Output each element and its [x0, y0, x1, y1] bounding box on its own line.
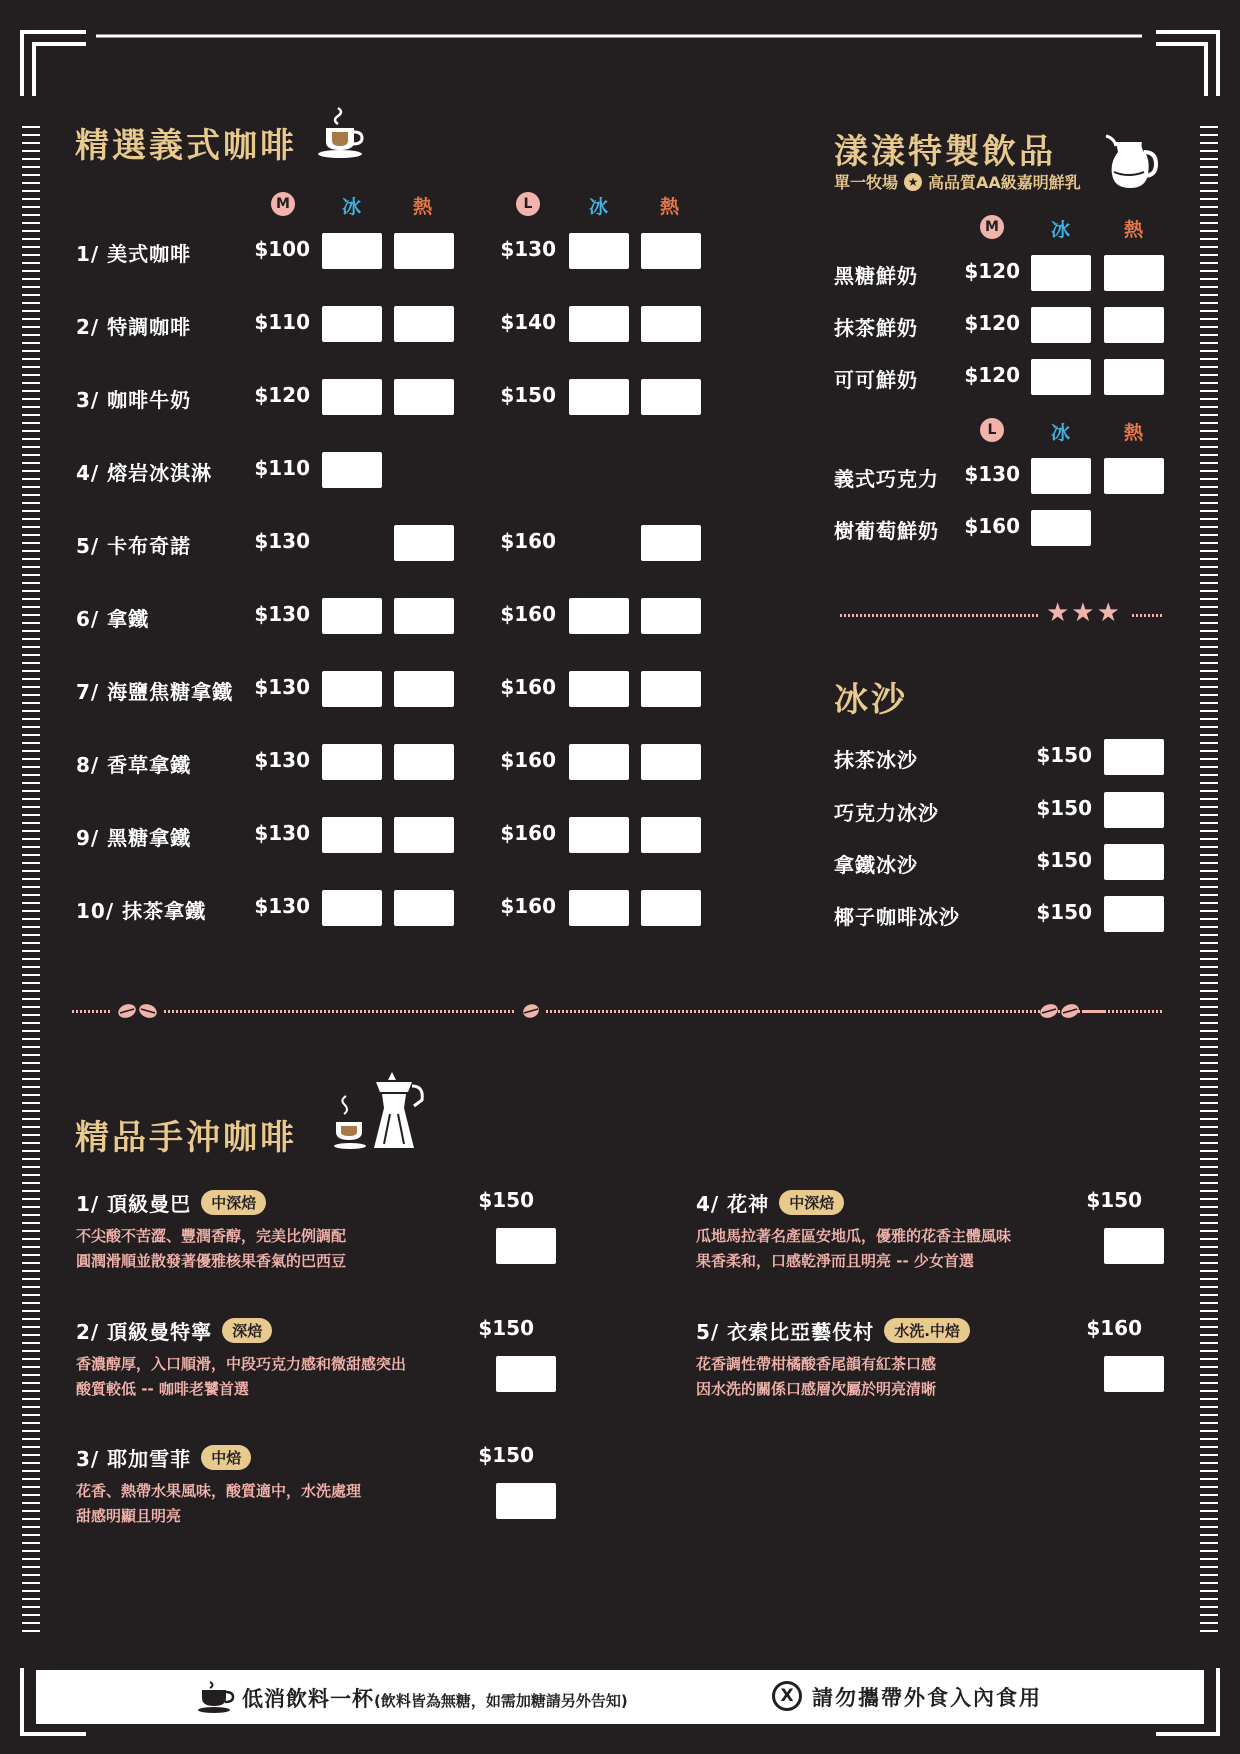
espresso-item-name: 5/ 卡布奇諾: [76, 534, 192, 558]
pourover-item-description-2: 酸質較低 -- 咖啡老饕首選: [76, 1380, 249, 1398]
espresso-l-price: $160: [500, 821, 556, 845]
frappe-item-name: 抹茶冰沙: [834, 748, 918, 772]
roast-level-badge: 中深焙: [779, 1190, 844, 1215]
pourover-item-price: $160: [1086, 1316, 1142, 1340]
espresso-item-name: 10/ 抹茶拿鐵: [76, 899, 207, 923]
espresso-m-hot-checkbox[interactable]: [394, 744, 454, 780]
special-ice-checkbox[interactable]: [1031, 359, 1091, 395]
milk-pitcher-icon: [1100, 132, 1162, 194]
pourover-item-price: $150: [478, 1443, 534, 1467]
espresso-l-price: $160: [500, 529, 556, 553]
special-l-hot-header: 熱: [1124, 422, 1144, 444]
espresso-m-ice-header: 冰: [342, 196, 362, 218]
star-divider-icon: ★★★: [1046, 598, 1122, 628]
pourover-item-name: 1/ 頂級曼巴: [76, 1192, 192, 1216]
espresso-m-ice-checkbox[interactable]: [322, 890, 382, 926]
special-m-ice-header: 冰: [1051, 219, 1071, 241]
special-subtitle-farm: 單一牧場: [834, 173, 899, 192]
espresso-item-name: 7/ 海鹽焦糖拿鐵: [76, 680, 234, 704]
espresso-item-name: 9/ 黑糖拿鐵: [76, 826, 192, 850]
special-hot-checkbox[interactable]: [1104, 255, 1164, 291]
espresso-m-hot-checkbox[interactable]: [394, 379, 454, 415]
espresso-l-hot-checkbox[interactable]: [641, 744, 701, 780]
frappe-item-name: 椰子咖啡冰沙: [834, 905, 960, 929]
espresso-m-ice-checkbox[interactable]: [322, 306, 382, 342]
pourover-item-description-1: 瓜地馬拉著名產區安地瓜，優雅的花香主體風味: [696, 1227, 1012, 1245]
pourover-item-header: [76, 1443, 251, 1472]
special-ice-checkbox[interactable]: [1031, 255, 1091, 291]
frappe-item-price: $150: [1036, 848, 1092, 872]
frappe-checkbox[interactable]: [1104, 792, 1164, 828]
espresso-m-ice-checkbox[interactable]: [322, 671, 382, 707]
pourover-item-header: [76, 1316, 272, 1345]
coffee-cup-footer-icon: [198, 1680, 236, 1714]
roast-level-badge: 深焙: [222, 1318, 272, 1343]
special-size-l-header: L: [980, 418, 1004, 442]
espresso-l-price: $140: [500, 310, 556, 334]
moka-pot-icon: [334, 1068, 426, 1152]
espresso-m-ice-checkbox[interactable]: [322, 744, 382, 780]
pourover-item-description-1: 花香調性帶柑橘酸香尾韻有紅茶口感: [696, 1355, 937, 1373]
espresso-m-price: $130: [254, 675, 310, 699]
espresso-l-ice-checkbox[interactable]: [569, 379, 629, 415]
special-hot-checkbox[interactable]: [1104, 307, 1164, 343]
pourover-checkbox[interactable]: [496, 1228, 556, 1264]
pourover-item-name: 4/ 花神: [696, 1192, 770, 1216]
special-divider-line-left: [840, 614, 1040, 617]
espresso-m-price: $100: [254, 237, 310, 261]
espresso-l-hot-checkbox[interactable]: [641, 306, 701, 342]
espresso-m-ice-checkbox[interactable]: [322, 452, 382, 488]
espresso-l-hot-checkbox[interactable]: [641, 525, 701, 561]
min-order-notice: [242, 1683, 628, 1713]
special-section-title: 漾漾特製飲品: [834, 132, 1056, 172]
bean-divider-segment-3: [546, 1010, 1106, 1013]
pourover-checkbox[interactable]: [1104, 1356, 1164, 1392]
espresso-size-m-header: M: [271, 192, 295, 216]
footer-bar: [36, 1670, 1204, 1724]
special-item-price: $130: [964, 462, 1020, 486]
pourover-item-header: [696, 1316, 970, 1345]
special-item-price: $120: [964, 363, 1020, 387]
pourover-item-name: 2/ 頂級曼特寧: [76, 1320, 213, 1344]
espresso-m-ice-checkbox[interactable]: [322, 379, 382, 415]
frappe-checkbox[interactable]: [1104, 739, 1164, 775]
special-ice-checkbox[interactable]: [1031, 307, 1091, 343]
espresso-l-ice-header: 冰: [589, 196, 609, 218]
min-order-note: (飲料皆為無糖，如需加糖請另外告知): [374, 1692, 628, 1710]
roast-level-badge: 水洗.中焙: [884, 1318, 970, 1343]
roast-level-badge: 中焙: [201, 1445, 251, 1470]
bean-divider-segment-1: [72, 1010, 112, 1013]
espresso-l-price: $160: [500, 894, 556, 918]
special-hot-checkbox[interactable]: [1104, 359, 1164, 395]
espresso-l-hot-header: 熱: [660, 196, 680, 218]
frappe-checkbox[interactable]: [1104, 896, 1164, 932]
espresso-m-price: $130: [254, 821, 310, 845]
espresso-m-hot-checkbox[interactable]: [394, 525, 454, 561]
star-badge-icon: ★: [904, 173, 922, 191]
coffee-beans-icon: [116, 1000, 160, 1022]
pourover-item-price: $150: [478, 1316, 534, 1340]
pourover-checkbox[interactable]: [496, 1356, 556, 1392]
special-item-price: $120: [964, 259, 1020, 283]
frappe-section-title: 冰沙: [834, 680, 908, 720]
special-divider-line-right: [1132, 614, 1164, 617]
frappe-item-price: $150: [1036, 900, 1092, 924]
espresso-l-price: $160: [500, 675, 556, 699]
pourover-item-header: [76, 1188, 266, 1217]
espresso-l-hot-checkbox[interactable]: [641, 379, 701, 415]
pourover-item-name: 5/ 衣索比亞藝伎村: [696, 1320, 875, 1344]
espresso-m-price: $120: [254, 383, 310, 407]
espresso-l-ice-checkbox[interactable]: [569, 744, 629, 780]
special-item-price: $160: [964, 514, 1020, 538]
espresso-size-l-header: L: [516, 192, 540, 216]
espresso-l-ice-checkbox[interactable]: [569, 671, 629, 707]
special-subtitle: [834, 170, 1081, 193]
espresso-m-ice-checkbox[interactable]: [322, 817, 382, 853]
coffee-beans-right-icon: [1038, 1000, 1082, 1022]
frappe-item-price: $150: [1036, 796, 1092, 820]
espresso-item-name: 6/ 拿鐵: [76, 607, 150, 631]
frappe-item-name: 拿鐵冰沙: [834, 853, 918, 877]
pourover-item-description-2: 圓潤滑順並散發著優雅核果香氣的巴西豆: [76, 1252, 347, 1270]
special-item-name: 樹葡萄鮮奶: [834, 519, 939, 543]
espresso-section-title: 精選義式咖啡: [75, 126, 297, 166]
espresso-m-price: $130: [254, 894, 310, 918]
pourover-section-title: 精品手沖咖啡: [75, 1118, 297, 1158]
espresso-m-hot-checkbox[interactable]: [394, 817, 454, 853]
coffee-cup-icon: [316, 104, 368, 160]
frappe-checkbox[interactable]: [1104, 844, 1164, 880]
corner-top-left: [22, 32, 86, 96]
special-subtitle-milk: 高品質AA級嘉明鮮乳: [928, 173, 1081, 192]
special-l-ice-header: 冰: [1051, 422, 1071, 444]
espresso-m-hot-checkbox[interactable]: [394, 890, 454, 926]
espresso-l-ice-checkbox[interactable]: [569, 233, 629, 269]
espresso-m-price: $130: [254, 602, 310, 626]
espresso-l-price: $160: [500, 748, 556, 772]
bean-divider-segment-2: [164, 1010, 514, 1013]
pourover-item-description-2: 甜感明顯且明亮: [76, 1507, 182, 1525]
special-item-name: 可可鮮奶: [834, 368, 918, 392]
espresso-m-price: $110: [254, 310, 310, 334]
pourover-item-price: $150: [1086, 1188, 1142, 1212]
espresso-l-hot-checkbox[interactable]: [641, 671, 701, 707]
special-m-hot-header: 熱: [1124, 219, 1144, 241]
espresso-m-hot-checkbox[interactable]: [394, 233, 454, 269]
espresso-l-hot-checkbox[interactable]: [641, 890, 701, 926]
espresso-item-name: 2/ 特調咖啡: [76, 315, 192, 339]
espresso-m-hot-header: 熱: [413, 196, 433, 218]
min-order-text: 低消飲料一杯: [242, 1687, 374, 1711]
special-item-name: 黑糖鮮奶: [834, 264, 918, 288]
espresso-l-hot-checkbox[interactable]: [641, 598, 701, 634]
espresso-l-ice-checkbox[interactable]: [569, 598, 629, 634]
frappe-item-price: $150: [1036, 743, 1092, 767]
espresso-l-hot-checkbox[interactable]: [641, 233, 701, 269]
espresso-m-price: $130: [254, 529, 310, 553]
pourover-checkbox[interactable]: [496, 1483, 556, 1519]
frappe-item-name: 巧克力冰沙: [834, 801, 939, 825]
special-item-price: $120: [964, 311, 1020, 335]
espresso-l-hot-checkbox[interactable]: [641, 817, 701, 853]
roast-level-badge: 中深焙: [201, 1190, 266, 1215]
espresso-m-hot-checkbox[interactable]: [394, 306, 454, 342]
bean-divider: [72, 1000, 1164, 1024]
espresso-m-ice-checkbox[interactable]: [322, 233, 382, 269]
pourover-checkbox[interactable]: [1104, 1228, 1164, 1264]
espresso-l-price: $130: [500, 237, 556, 261]
coffee-bean-icon: [520, 1000, 542, 1022]
espresso-item-name: 8/ 香草拿鐵: [76, 753, 192, 777]
espresso-l-price: $160: [500, 602, 556, 626]
left-tick-border: [22, 126, 40, 1636]
pourover-item-description-1: 香濃醇厚，入口順滑，中段巧克力感和微甜感突出: [76, 1355, 407, 1373]
espresso-m-ice-checkbox[interactable]: [322, 598, 382, 634]
espresso-m-price: $110: [254, 456, 310, 480]
espresso-m-hot-checkbox[interactable]: [394, 598, 454, 634]
special-item-name: 義式巧克力: [834, 467, 939, 491]
bean-divider-segment-4: [1084, 1010, 1164, 1013]
right-tick-border: [1200, 126, 1218, 1636]
espresso-m-hot-checkbox[interactable]: [394, 671, 454, 707]
special-hot-checkbox[interactable]: [1104, 458, 1164, 494]
special-ice-checkbox[interactable]: [1031, 458, 1091, 494]
special-size-m-header: M: [980, 215, 1004, 239]
pourover-item-description-2: 果香柔和，口感乾淨而且明亮 -- 少女首選: [696, 1252, 974, 1270]
espresso-l-ice-checkbox[interactable]: [569, 890, 629, 926]
special-ice-checkbox[interactable]: [1031, 510, 1091, 546]
pourover-item-description-1: 花香、熱帶水果風味，酸質適中，水洗處理: [76, 1482, 362, 1500]
espresso-l-ice-checkbox[interactable]: [569, 306, 629, 342]
pourover-item-price: $150: [478, 1188, 534, 1212]
no-outside-food-notice: 請勿攜帶外食入內食用: [812, 1686, 1042, 1710]
pourover-item-description-1: 不尖酸不苦澀、豐潤香醇，完美比例調配: [76, 1227, 347, 1245]
pourover-item-name: 3/ 耶加雪菲: [76, 1447, 192, 1471]
espresso-l-price: $150: [500, 383, 556, 407]
special-item-name: 抹茶鮮奶: [834, 316, 918, 340]
pourover-item-description-2: 因水洗的關係口感層次屬於明亮清晰: [696, 1380, 937, 1398]
espresso-item-name: 4/ 熔岩冰淇淋: [76, 461, 213, 485]
corner-top-right: [1156, 32, 1218, 96]
pourover-item-header: [696, 1188, 844, 1217]
espresso-l-ice-checkbox[interactable]: [569, 817, 629, 853]
no-entry-icon: X: [772, 1681, 802, 1711]
espresso-item-name: 1/ 美式咖啡: [76, 242, 192, 266]
espresso-item-name: 3/ 咖啡牛奶: [76, 388, 192, 412]
espresso-m-price: $130: [254, 748, 310, 772]
